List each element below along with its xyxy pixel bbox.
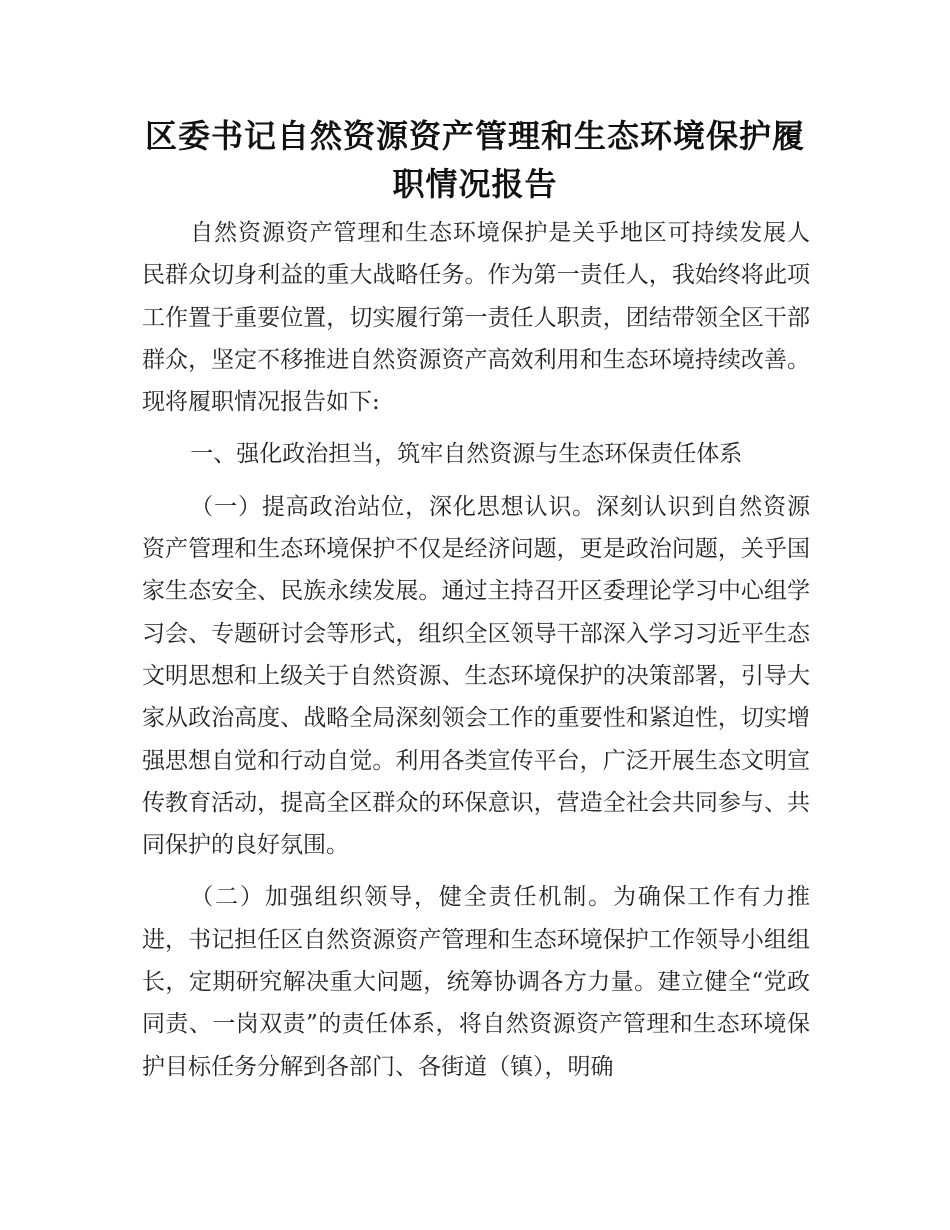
- title-line-2: 职情况报告: [392, 165, 558, 203]
- subsection-paragraph-2: （二）加强组织领导，健全责任机制。为确保工作有力推进，书记担任区自然资源资产管理和生态环境保护工作领导小组组长，定期研究解决重大问题，统筹协调各方力量。建立健全“党政同责、一岗双责”的责任体系，将自然资源资产管理和生态环境保护目标任务分解到各部门、各街道（镇），明确: [142, 884, 810, 1080]
- title-line-1: 区委书记自然资源资产管理和生态环境保护履: [144, 117, 805, 155]
- subsection-paragraph-1: （一）提高政治站位，深化思想认识。深刻认识到自然资源资产管理和生态环境保护不仅是经济问题，更是政治问题，关乎国家生态安全、民族永续发展。通过主持召开区委理论学习中心组学习会、专题研讨会等形式，组织全区领导干部深入学习习近平生态文明思想和上级关于自然资源、生态环境保护的决策部署，引导大家从政治高度、战略全局深刻领会工作的重要性和紧迫性，切实增强思想自觉和行动自觉。利用各类宣传平台，广泛开展生态文明宣传教育活动，提高全区群众的环保意识，营造全社会共同参与、共同保护的良好氛围。: [142, 493, 810, 859]
- section-heading-1: 一、强化政治担当，筑牢自然资源与生态环保责任体系: [190, 441, 743, 468]
- intro-paragraph: 自然资源资产管理和生态环境保护是关乎地区可持续发展人民群众切身利益的重大战略任务。作为第一责任人，我始终将此项工作置于重要位置，切实履行第一责任人职责，团结带领全区干部群众，坚定不移推进自然资源资产高效利用和生态环境持续改善。现将履职情况报告如下:: [142, 220, 810, 416]
- document-body: [142, 212, 810, 1088]
- document-title: [120, 112, 830, 208]
